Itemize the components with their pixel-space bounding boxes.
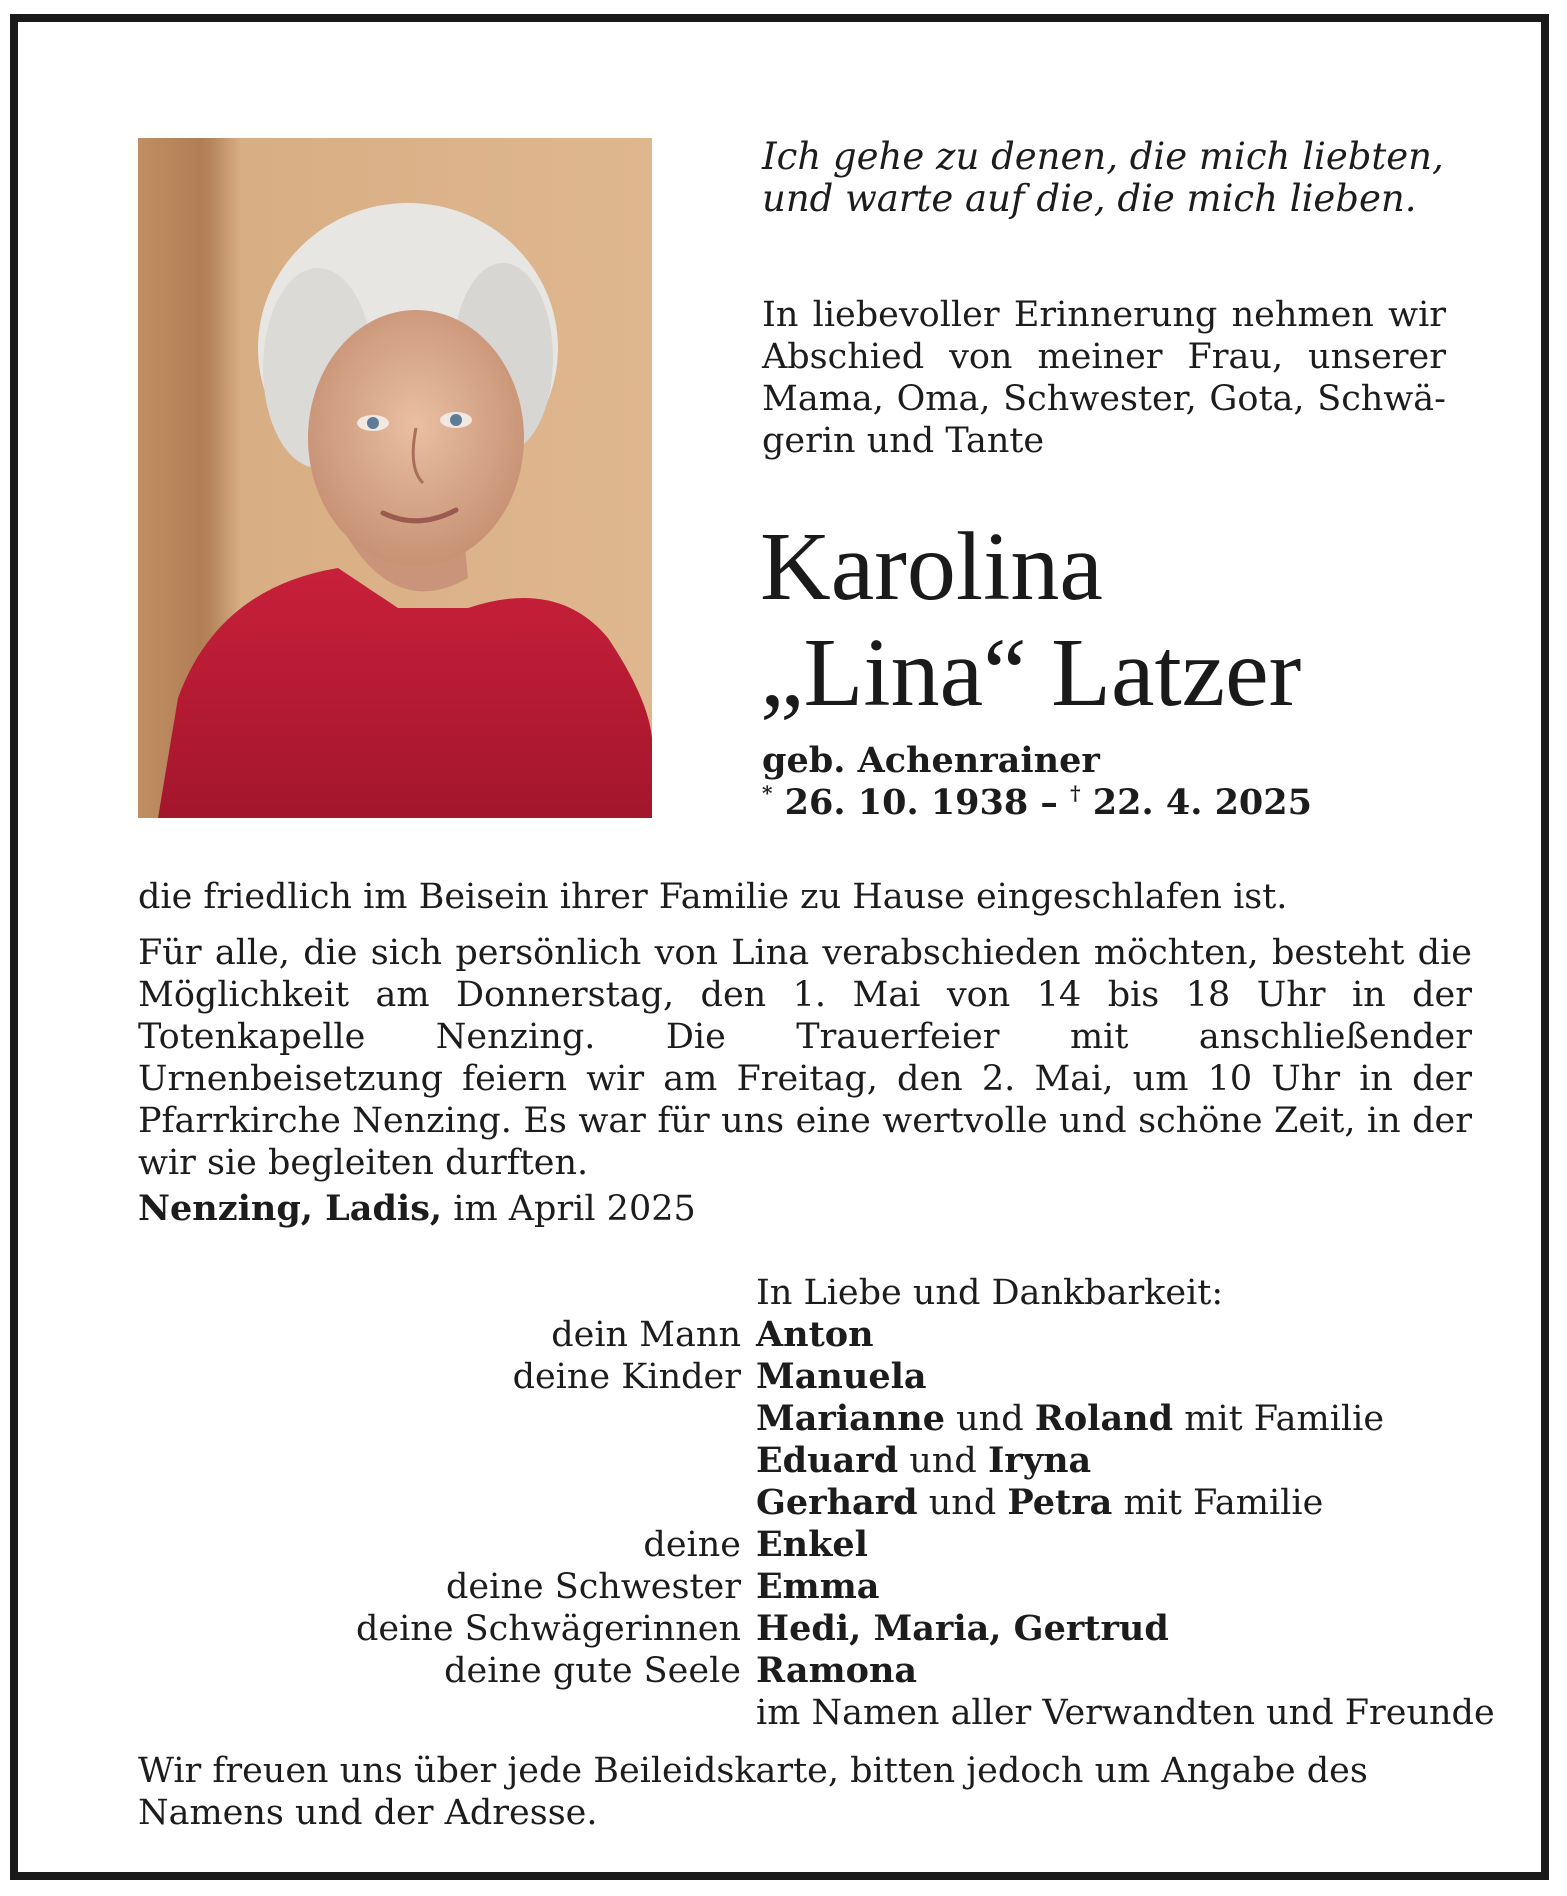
mourner-names <box>756 1356 927 1398</box>
mourner-name: Anton <box>756 1314 874 1355</box>
mourner-name: Marianne <box>756 1398 945 1439</box>
mourner-names <box>756 1482 1323 1524</box>
mourner-name: Manuela <box>756 1356 927 1397</box>
nickname-surname: „Lina“ Latzer <box>760 619 1302 727</box>
mourner-name: Ramona <box>756 1650 918 1691</box>
mourner-name: Enkel <box>756 1524 868 1565</box>
birth-name: geb. Achenrainer <box>762 740 1100 781</box>
peace-text: die friedlich im Beisein ihrer Familie zu Hause eingeschlafen ist. <box>138 877 1288 917</box>
mourner-row <box>18 1608 1557 1650</box>
death-symbol: † <box>1070 781 1081 805</box>
first-name: Karolina <box>760 513 1103 621</box>
mourner-names <box>756 1524 868 1566</box>
connector-text: und <box>945 1399 1035 1439</box>
mourner-row <box>18 1566 1557 1608</box>
intro-paragraph: In liebevoller Erinnerung nehmen wir Abschied von meiner Frau, unserer Mama, Oma, Schwester, Gota, Schwägerin und Tante <box>762 295 1446 461</box>
mourner-row <box>18 1692 1557 1734</box>
relation-label: deine gute Seele <box>444 1651 741 1691</box>
mourner-row <box>18 1356 1557 1398</box>
life-dates <box>762 782 1312 824</box>
month-year: im April 2025 <box>442 1189 696 1229</box>
mourner-names <box>756 1314 874 1356</box>
obituary-card <box>10 14 1549 1880</box>
mourner-row <box>18 1398 1557 1440</box>
suffix-text: mit Familie <box>1112 1483 1324 1523</box>
relation-label: dein Mann <box>551 1315 741 1355</box>
mourner-name: Eduard <box>756 1440 899 1481</box>
mourner-names <box>756 1440 1091 1482</box>
relation-label: deine Schwägerinnen <box>355 1609 741 1649</box>
mourner-row <box>18 1482 1557 1524</box>
mourner-name: Petra <box>1007 1482 1113 1523</box>
relation-label: deine Schwester <box>446 1567 741 1607</box>
birth-date: 26. 10. 1938 <box>784 782 1029 823</box>
thanks-heading: In Liebe und Dankbarkeit: <box>756 1273 1224 1313</box>
mourner-names <box>756 1398 1384 1440</box>
mourner-name: Gerhard <box>756 1482 918 1523</box>
relation-label: deine <box>643 1525 741 1565</box>
relation-label: deine Kinder <box>512 1357 741 1397</box>
mourner-names <box>756 1692 1495 1734</box>
places: Nenzing, Ladis, <box>138 1188 443 1229</box>
memorial-quote <box>762 136 1462 220</box>
mourner-row <box>18 1650 1557 1692</box>
portrait-photo <box>138 138 652 818</box>
mourner-row <box>18 1314 1557 1356</box>
mourner-row <box>18 1524 1557 1566</box>
date-separator: – <box>1028 782 1071 823</box>
mourner-names <box>756 1650 917 1692</box>
birth-symbol: * <box>762 781 773 805</box>
mourner-names <box>756 1566 879 1608</box>
footer-note: Wir freuen uns über jede Beileidskarte, bitten jedoch um Angabe des Namens und der Adresse. <box>138 1751 1368 1833</box>
mourner-name: Iryna <box>987 1440 1092 1481</box>
suffix-text: mit Familie <box>1173 1399 1385 1439</box>
death-date: 22. 4. 2025 <box>1092 782 1312 823</box>
quote-line-1: Ich gehe zu denen, die mich liebten, <box>762 135 1444 178</box>
mourner-row <box>18 1440 1557 1482</box>
mourner-name: Roland <box>1034 1398 1174 1439</box>
connector-text: und <box>898 1441 988 1481</box>
quote-line-2: und warte auf die, die mich lieben. <box>762 177 1417 220</box>
closing-text: im Namen aller Verwandten und Freunde <box>756 1693 1495 1733</box>
body-paragraph: Für alle, die sich persönlich von Lina verabschieden möchten, besteht die Möglichkeit am Donnerstag, den 1. Mai von 14 bis 18 Uhr in der Totenkapelle Nenzing. Die Trauerfeier mit anschließender Urnenbeisetzung feiern wir am Freitag, den 2. Mai, um 10 Uhr in der Pfarrkirche Nenzing. Es war für uns eine wertvolle und schöne Zeit, in der wir sie begleiten durften. <box>138 933 1472 1183</box>
mourner-name: Hedi, Maria, Gertrud <box>756 1608 1169 1649</box>
connector-text: und <box>917 1483 1008 1523</box>
place-date-line <box>138 1188 696 1230</box>
deceased-name <box>760 514 1480 726</box>
mourner-name: Emma <box>756 1566 880 1607</box>
mourner-names <box>756 1608 1169 1650</box>
